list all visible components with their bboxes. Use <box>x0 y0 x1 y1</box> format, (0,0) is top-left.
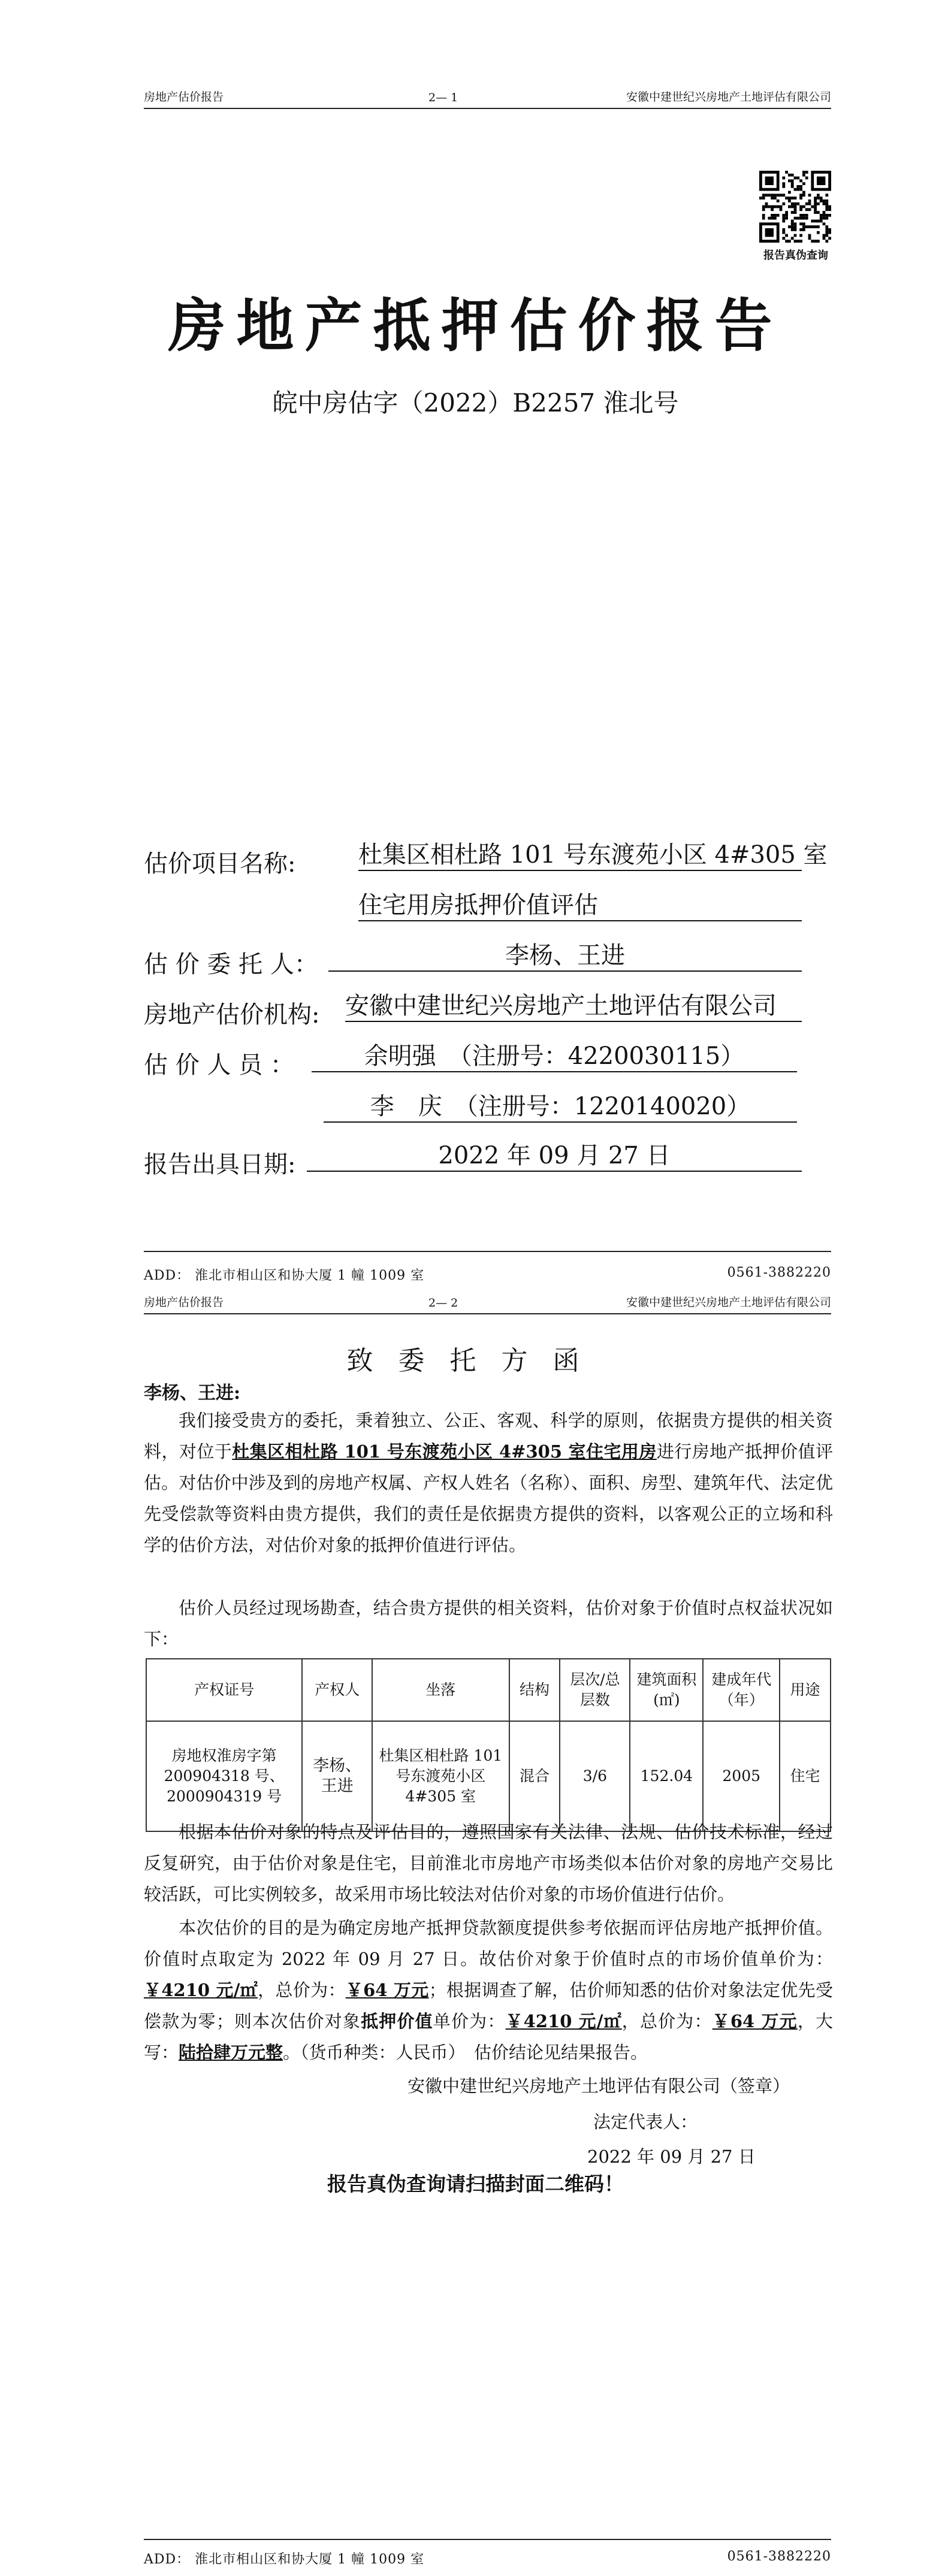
p1-text-c: 进行房地产抵押价值评估。对估价中涉及到的房地产权属、产权人姓名（名称）、面积、房型、建筑年代、法定优先受偿款等资料由贵方提供，我们的责任是依据贵方提供的资料，以客观公正的立场和科学的估价方法，对估价对象的抵押价值进行评估。 <box>144 1441 833 1555</box>
project-name-line1: 杜集区相杜路 101 号东渡苑小区 4#305 室 <box>358 840 802 871</box>
letter-paragraph-1 <box>144 1405 833 1561</box>
property-info-table <box>146 1658 831 1832</box>
table-cell: 李杨、王进 <box>302 1721 372 1831</box>
p4-text-h: 。（货币种类：人民币） 估价结论见结果报告。 <box>283 2042 648 2063</box>
table-cell: 2005 <box>703 1721 779 1831</box>
header-page-number: 2— 1 <box>428 91 458 104</box>
p4-text-b: ，总价为： <box>258 1980 346 2000</box>
table-header-cell: 层次/总层数 <box>560 1659 630 1721</box>
table-cell: 152.04 <box>630 1721 703 1831</box>
letter-paragraph-4 <box>144 1912 833 2068</box>
project-name-line2 <box>358 890 802 921</box>
market-unit-price: ￥4210 元/㎡ <box>144 1980 258 2000</box>
page-header <box>144 84 831 109</box>
report-number: 皖中房估字（2022）B2257 淮北号 <box>272 388 679 418</box>
p1-text-a: 我们接受贵方的委托，秉着独立、公正、客观、科学的原则，依据贵方提供的相关资料，对位于 <box>144 1410 833 1462</box>
page-header-2 <box>144 1288 831 1314</box>
header-company-2: 安徽中建世纪兴房地产土地评估有限公司 <box>626 1296 831 1309</box>
appraiser-label: 估 价 人 员 ： <box>144 1051 294 1079</box>
table-cell: 3/6 <box>560 1721 630 1831</box>
footer-rule <box>144 1251 831 1252</box>
table-header-cell: 建筑面积(㎡) <box>630 1659 703 1721</box>
amount-in-words: 陆拾肆万元整 <box>179 2042 283 2063</box>
table-cell: 杜集区相杜路 101 号东渡苑小区 4#305 室 <box>372 1721 509 1831</box>
table-header-row <box>146 1659 831 1721</box>
p4-text-e: 单价为： <box>433 2011 506 2031</box>
table-cell: 住宅 <box>780 1721 831 1831</box>
client-label: 估 价 委 托 人： <box>144 951 318 978</box>
footer-phone-2: 0561-3882220 <box>727 2549 831 2564</box>
table-header-cell: 用途 <box>780 1659 831 1721</box>
mortgage-unit-price: ￥4210 元/㎡ <box>505 2011 622 2031</box>
table-header-cell: 坐落 <box>372 1659 509 1721</box>
mortgage-total-price: ￥64 万元 <box>712 2011 798 2031</box>
appraiser-1: 余明强 （注册号：4220030115） <box>312 1041 797 1072</box>
table-header-cell: 产权人 <box>302 1659 372 1721</box>
report-title: 房地产抵押估价报告 <box>168 292 783 359</box>
client-value: 李杨、王进 <box>328 941 802 972</box>
footer-address-2: ADD： 淮北市相山区和协大厦 1 幢 1009 室 <box>144 2552 425 2567</box>
letter-paragraph-3: 根据本估价对象的特点及评估目的，遵照国家有关法律、法规、估价技术标准，经过反复研究，由于估价对象是住宅，目前淮北市房地产市场类似本估价对象的房地产交易比较活跃，可比实例较多，故采用市场比较法对估价对象的市场价值进行估价。 <box>144 1822 833 1904</box>
agency-value: 安徽中建世纪兴房地产土地评估有限公司 <box>345 991 802 1022</box>
footer-phone: 0561-3882220 <box>727 1265 831 1280</box>
header-company: 安徽中建世纪兴房地产土地评估有限公司 <box>626 90 831 104</box>
table-header-cell: 结构 <box>509 1659 560 1721</box>
qr-code-icon[interactable] <box>759 171 831 243</box>
verification-note: 报告真伪查询请扫描封面二维码！ <box>327 2172 624 2196</box>
appraiser-2: 李 庆 （注册号：1220140020） <box>324 1092 797 1123</box>
letter-title: 致委托方函 <box>346 1346 605 1376</box>
company-signature: 安徽中建世纪兴房地产土地评估有限公司（签章） <box>407 2076 790 2096</box>
table-header-cell: 建成年代（年） <box>703 1659 779 1721</box>
market-total-price: ￥64 万元 <box>345 1980 429 2000</box>
letter-salutation: 李杨、王进: <box>144 1383 241 1404</box>
p4-text-c: ；根据调查了解，估价师知悉的估价对象法定优先受偿款为零；则本次估价对象 <box>144 1980 833 2031</box>
p4-text-g: ，大写： <box>144 2011 833 2063</box>
report-date-label: 报告出具日期: <box>144 1151 296 1178</box>
p4-text-f: ，总价为： <box>621 2011 713 2031</box>
agency-label: 房地产估价机构: <box>144 1001 320 1029</box>
signature-date: 2022 年 09 月 27 日 <box>587 2146 756 2167</box>
qr-caption: 报告真伪查询 <box>763 249 828 262</box>
property-address: 杜集区相杜路 101 号东渡苑小区 4#305 室住宅用房 <box>232 1441 657 1462</box>
mortgage-value-term: 抵押价值 <box>361 2011 433 2031</box>
project-name-line2-text: 住宅用房抵押价值评估 <box>358 891 598 919</box>
table-row <box>146 1721 831 1831</box>
footer-address: ADD： 淮北市相山区和协大厦 1 幢 1009 室 <box>144 1268 425 1283</box>
header-left-text-2: 房地产估价报告 <box>144 1296 224 1309</box>
header-page-number-2: 2— 2 <box>428 1296 458 1310</box>
p4-text-a: 本次估价的目的是为确定房地产抵押贷款额度提供参考依据而评估房地产抵押价值。价值时点取定为 2022 年 09 月 27 日。故估价对象于价值时点的市场价值单价为： <box>144 1918 833 1969</box>
legal-representative: 法定代表人： <box>593 2112 698 2132</box>
footer-rule-2 <box>144 2539 831 2540</box>
table-header-cell: 产权证号 <box>146 1659 302 1721</box>
header-left-text: 房地产估价报告 <box>144 90 224 104</box>
letter-paragraph-2: 估价人员经过现场勘查，结合贵方提供的相关资料，估价对象于价值时点权益状况如下： <box>144 1598 833 1649</box>
report-date-value: 2022 年 09 月 27 日 <box>307 1141 802 1172</box>
table-cell: 房地权淮房字第 200904318 号、2000904319 号 <box>146 1721 302 1831</box>
project-name-label: 估价项目名称: <box>144 850 296 878</box>
table-cell: 混合 <box>509 1721 560 1831</box>
page-footer <box>144 1265 831 1284</box>
page-footer-2 <box>144 2549 831 2568</box>
